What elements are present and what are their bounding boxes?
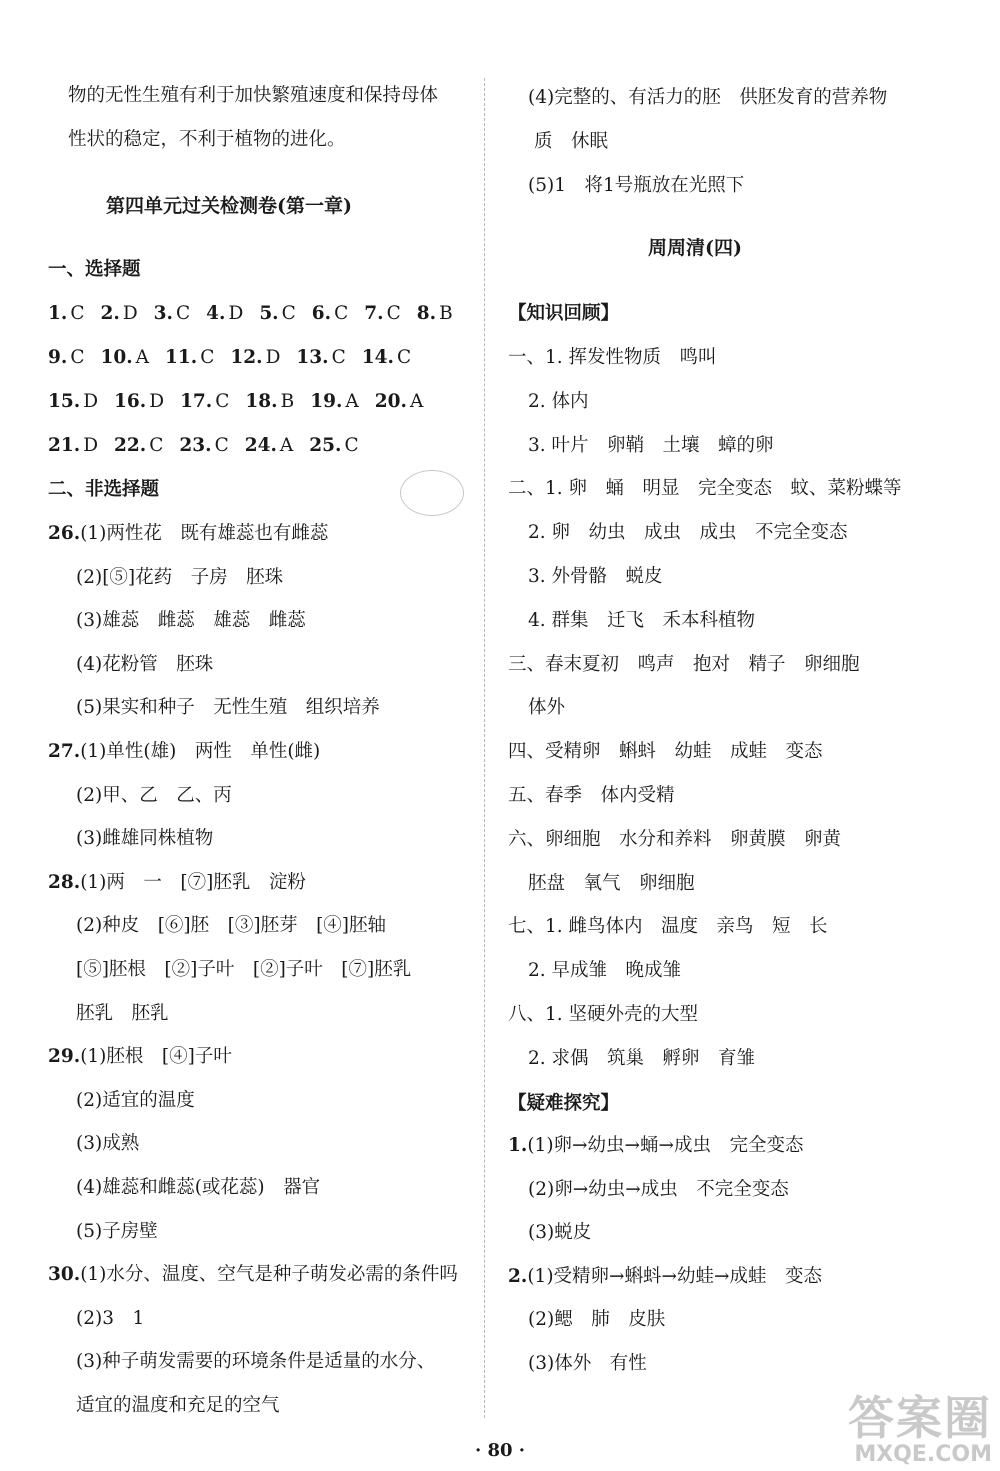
- answer-line: [76, 696, 380, 720]
- answer-line: [528, 174, 744, 198]
- intro-line: 性状的稳定，不利于植物的进化。: [68, 129, 346, 150]
- section-heading: 一、选择题: [48, 259, 141, 280]
- question-number: 21.: [48, 435, 81, 456]
- review-line: [528, 959, 681, 983]
- mc-answer: [114, 390, 164, 414]
- answer-line: [76, 1307, 144, 1331]
- mc-row: [48, 302, 469, 326]
- review-line: [508, 346, 717, 370]
- review-line: [508, 653, 860, 677]
- answer-letter: C: [175, 303, 191, 324]
- answer-text: 3. 外骨骼 蜕皮: [528, 566, 663, 587]
- answer-line: [76, 566, 283, 590]
- answer-line: [48, 1045, 232, 1069]
- review-line: [528, 1047, 755, 1071]
- review-line: [528, 434, 774, 458]
- mc-answer: [362, 346, 411, 370]
- answer-text: 四、受精卵 蝌蚪 幼蛙 成蛙 变态: [508, 741, 823, 763]
- answer-text: (2)种皮 [⑥]胚 [③]胚芽 [④]胚轴: [76, 915, 387, 937]
- mc-answer: [245, 434, 294, 458]
- answer-text: (3)雌雄同株植物: [76, 828, 214, 850]
- mc-answer: [100, 302, 137, 326]
- question-number: 30.: [48, 1264, 81, 1286]
- answer-line: [76, 609, 306, 633]
- review-line: [508, 477, 902, 501]
- answer-line: [76, 1176, 320, 1200]
- question-number: 29.: [48, 1046, 81, 1068]
- answer-text: (1)卵→幼虫→蛹→成虫 完全变态: [527, 1135, 804, 1156]
- answer-text: 2. 卵 幼虫 成虫 成虫 不完全变态: [528, 522, 848, 544]
- question-number: 5.: [259, 303, 279, 324]
- mc-answer: [206, 302, 243, 326]
- answer-letter: A: [279, 435, 294, 456]
- answer-letter: D: [149, 391, 165, 412]
- question-number: 12.: [230, 347, 263, 368]
- answer-text: 八、1. 坚硬外壳的大型: [508, 1004, 699, 1025]
- answer-letter: C: [70, 347, 85, 368]
- review-line: [528, 609, 755, 633]
- review-line: [528, 872, 695, 896]
- answer-line: [534, 130, 608, 154]
- mc-answer: [309, 434, 358, 458]
- answer-text: 三、春末夏初 鸣声 抱对 精子 卵细胞: [508, 653, 860, 675]
- answer-line: [76, 784, 232, 808]
- mc-answer: [230, 346, 280, 370]
- question-number: 25.: [309, 435, 342, 456]
- answer-letter: A: [345, 391, 359, 412]
- explore-line: [528, 1352, 647, 1376]
- answer-text: 七、1. 雌鸟体内 温度 亲鸟 短 长: [508, 916, 828, 938]
- question-number: 2.: [100, 303, 120, 324]
- mc-answer: [114, 434, 163, 458]
- answer-text: (5)1 将1号瓶放在光照下: [528, 175, 745, 196]
- answer-text: (3)雄蕊 雌蕊 雄蕊 雌蕊: [76, 610, 306, 632]
- review-line: [508, 1003, 698, 1027]
- answer-text: (3)成熟: [76, 1133, 140, 1155]
- answer-line: [528, 86, 887, 110]
- question-number: 19.: [310, 391, 343, 412]
- watermark-url: MXQE.COM: [854, 1442, 992, 1467]
- answer-line: [48, 871, 306, 895]
- answer-text: 胚乳 胚乳: [76, 1002, 169, 1024]
- section-title: 周周清(四): [648, 237, 742, 259]
- watermark-text: 答案圈: [848, 1391, 992, 1445]
- answer-text: 2. 求偶 筑巢 孵卵 育雏: [528, 1047, 756, 1069]
- question-number: 17.: [180, 391, 213, 412]
- mc-answer: [417, 302, 453, 326]
- answer-text: 一、1. 挥发性物质 鸣叫: [508, 347, 717, 368]
- section-heading: 二、非选择题: [48, 479, 160, 500]
- answer-letter: C: [149, 435, 164, 456]
- section-label-explore: 【疑难探究】: [508, 1093, 620, 1114]
- answer-letter: B: [439, 303, 453, 324]
- question-number: 4.: [206, 303, 226, 324]
- review-line: [528, 521, 848, 545]
- mc-answer: [179, 434, 228, 458]
- answer-text: 2. 早成雏 晚成雏: [528, 960, 682, 982]
- question-number: 13.: [296, 347, 329, 368]
- answer-text: (3)蜕皮: [528, 1222, 592, 1244]
- answer-text: (4)完整的、有活力的胚 供胚发育的营养物: [528, 87, 888, 108]
- section-title: 第四单元过关检测卷(第一章): [106, 195, 352, 217]
- review-line: [508, 915, 828, 939]
- answer-text: (5)子房壁: [76, 1220, 158, 1242]
- review-line: [528, 390, 589, 414]
- answer-letter: C: [331, 347, 346, 368]
- question-number: 23.: [179, 435, 212, 456]
- explore-line: [508, 1134, 804, 1158]
- explore-line: [528, 1178, 789, 1202]
- mc-answer: [165, 346, 214, 370]
- question-number: 22.: [114, 435, 147, 456]
- mc-answer: [180, 390, 229, 414]
- answer-letter: D: [122, 303, 138, 324]
- explore-line: [528, 1308, 665, 1332]
- answer-text: 体外: [528, 697, 566, 719]
- answer-line: [76, 1002, 169, 1026]
- mc-answer: [48, 302, 84, 326]
- question-number: 3.: [153, 303, 173, 324]
- answer-text: (1)两性花 既有雄蕊也有雌蕊: [80, 523, 329, 544]
- answer-text: (2)卵→幼虫→成虫 不完全变态: [528, 1178, 789, 1200]
- question-number: 28.: [48, 871, 81, 893]
- review-line: [508, 828, 841, 852]
- answer-letter: C: [386, 303, 401, 324]
- question-number: 11.: [165, 347, 198, 368]
- review-line: [508, 740, 823, 764]
- question-number: 27.: [48, 741, 81, 762]
- mc-answer: [310, 390, 359, 414]
- answer-letter: C: [334, 303, 349, 324]
- answer-text: 适宜的温度和充足的空气: [76, 1395, 280, 1416]
- answer-line: [76, 1132, 139, 1156]
- answer-text: (3)体外 有性: [528, 1353, 647, 1374]
- mc-answer: [48, 346, 84, 370]
- answer-text: 六、卵细胞 水分和养料 卵黄膜 卵黄: [508, 828, 842, 850]
- mc-answer: [48, 434, 98, 458]
- mc-answer: [48, 390, 98, 414]
- answer-line: [76, 1220, 158, 1244]
- mc-row: [48, 434, 375, 458]
- answer-letter: D: [83, 391, 99, 412]
- answer-text: 4. 群集 迁飞 禾本科植物: [528, 609, 756, 631]
- intro-line: 物的无性生殖有利于加快繁殖速度和保持母体: [68, 85, 439, 106]
- mc-answer: [312, 302, 348, 326]
- answer-letter: D: [83, 435, 99, 456]
- answer-text: (1)水分、温度、空气是种子萌发必需的条件吗: [80, 1264, 458, 1286]
- answer-text: (2)适宜的温度: [76, 1089, 195, 1111]
- answer-text: (5)果实和种子 无性生殖 组织培养: [76, 697, 380, 719]
- answer-letter: A: [409, 391, 424, 412]
- answer-text: 二、1. 卵 蛹 明显 完全变态 蚊、菜粉蝶等: [508, 478, 902, 500]
- answer-letter: C: [344, 435, 359, 456]
- answer-letter: C: [281, 303, 296, 324]
- answer-text: (1)胚根 [④]子叶: [80, 1046, 232, 1068]
- answer-line: [76, 914, 386, 938]
- answer-text: (1)受精卵→蝌蚪→幼蛙→成蛙 变态: [527, 1265, 823, 1287]
- mc-answer: [100, 346, 149, 370]
- explore-line: [528, 1221, 591, 1245]
- answer-line: [76, 1089, 195, 1113]
- explore-line: [508, 1265, 822, 1289]
- question-number: 1.: [48, 303, 68, 324]
- question-number: 14.: [361, 347, 394, 368]
- question-number: 20.: [374, 391, 407, 412]
- answer-line: [76, 1350, 435, 1374]
- review-line: [508, 784, 675, 808]
- answer-letter: C: [215, 391, 230, 412]
- section-label-review: 【知识回顾】: [508, 303, 620, 324]
- answer-letter: C: [214, 435, 229, 456]
- answer-letter: D: [265, 347, 281, 368]
- mc-answer: [296, 346, 345, 370]
- answer-text: (2)3 1: [76, 1307, 145, 1329]
- question-number: 1.: [508, 1135, 528, 1156]
- question-number: 18.: [245, 391, 278, 412]
- mc-answer: [364, 302, 400, 326]
- answer-text: [⑤]胚根 [②]子叶 [②]子叶 [⑦]胚乳: [76, 959, 412, 980]
- page-number: · 80 ·: [474, 1440, 526, 1461]
- answer-text: (1)单性(雄) 两性 单性(雌): [80, 741, 321, 762]
- answer-text: (2)鳃 肺 皮肤: [528, 1309, 666, 1331]
- question-number: 6.: [311, 303, 332, 324]
- answer-line: [76, 1394, 280, 1418]
- answer-text: (1)两 一 [⑦]胚乳 淀粉: [80, 871, 306, 893]
- answer-letter: C: [200, 347, 215, 368]
- answer-letter: C: [396, 347, 412, 368]
- review-line: [528, 696, 565, 720]
- mc-answer: [259, 302, 295, 326]
- answer-letter: B: [280, 391, 295, 412]
- column-divider: [484, 78, 485, 1418]
- answer-line: [48, 740, 320, 764]
- answer-letter: C: [70, 303, 85, 324]
- mc-answer: [245, 390, 294, 414]
- answer-text: 五、春季 体内受精: [508, 785, 675, 806]
- watermark-logo: [848, 1382, 992, 1467]
- review-line: [528, 565, 663, 589]
- answer-text: (4)雄蕊和雌蕊(或花蕊) 器官: [76, 1177, 321, 1198]
- question-number: 24.: [244, 435, 277, 456]
- mc-answer: [154, 302, 190, 326]
- answer-letter: D: [228, 303, 244, 324]
- question-number: 8.: [416, 303, 437, 324]
- answer-line: [48, 1263, 458, 1287]
- answer-text: 3. 叶片 卵鞘 土壤 蟑的卵: [528, 434, 774, 456]
- answer-text: (2)甲、乙 乙、丙: [76, 784, 232, 806]
- question-number: 9.: [48, 347, 68, 368]
- stamp-mark: [400, 470, 464, 516]
- answer-line: [48, 522, 328, 546]
- question-number: 26.: [48, 523, 81, 544]
- answer-text: 胚盘 氧气 卵细胞: [528, 872, 695, 894]
- answer-line: [76, 827, 213, 851]
- answer-text: 质 休眠: [534, 131, 609, 152]
- question-number: 2.: [508, 1265, 528, 1287]
- question-number: 10.: [100, 347, 133, 368]
- answer-text: (2)[⑤]花药 子房 胚珠: [76, 566, 284, 588]
- question-number: 16.: [114, 391, 147, 412]
- mc-row: [48, 390, 439, 414]
- answer-text: (4)花粉管 胚珠: [76, 653, 214, 675]
- mc-answer: [375, 390, 424, 414]
- mc-row: [48, 346, 427, 370]
- answer-text: (3)种子萌发需要的环境条件是适量的水分、: [76, 1351, 436, 1373]
- question-number: 15.: [48, 391, 81, 412]
- answer-letter: A: [135, 347, 150, 368]
- answer-line: [76, 653, 213, 677]
- answer-line: [76, 958, 411, 982]
- question-number: 7.: [364, 303, 384, 324]
- answer-text: 2. 体内: [528, 390, 589, 412]
